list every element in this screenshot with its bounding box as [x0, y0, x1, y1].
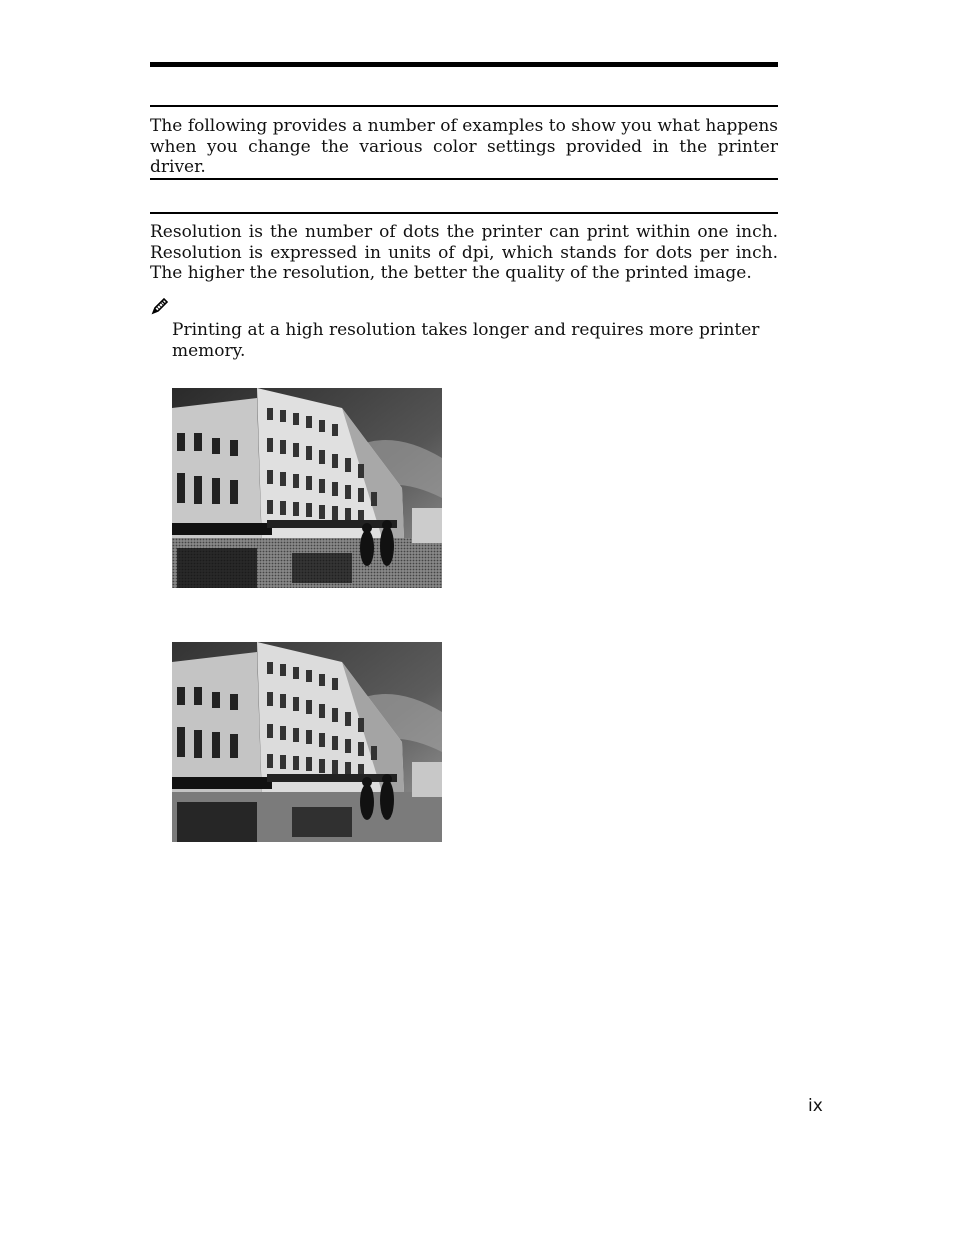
note-text: Printing at a high resolution takes longer and requires more printer memory. [172, 320, 760, 361]
subsection-rule-top [150, 178, 778, 180]
page-number: ix [808, 1096, 823, 1116]
resolution-paragraph: Resolution is the number of dots the printer can print within one inch. Resolution is expressed in units of dpi, which stands for dots per inch. The higher the resolution, the better the quality of the printed image. [150, 222, 778, 283]
section-rule [150, 105, 778, 107]
subsection-rule-bottom [150, 212, 778, 214]
pencil-note-icon [150, 296, 170, 316]
header-rule [150, 62, 778, 67]
sample-photo-low-resolution [172, 388, 442, 588]
intro-paragraph: The following provides a number of examples to show you what happens when you change the various color settings provided in the printer driver. [150, 116, 778, 177]
sample-photo-high-resolution [172, 642, 442, 842]
